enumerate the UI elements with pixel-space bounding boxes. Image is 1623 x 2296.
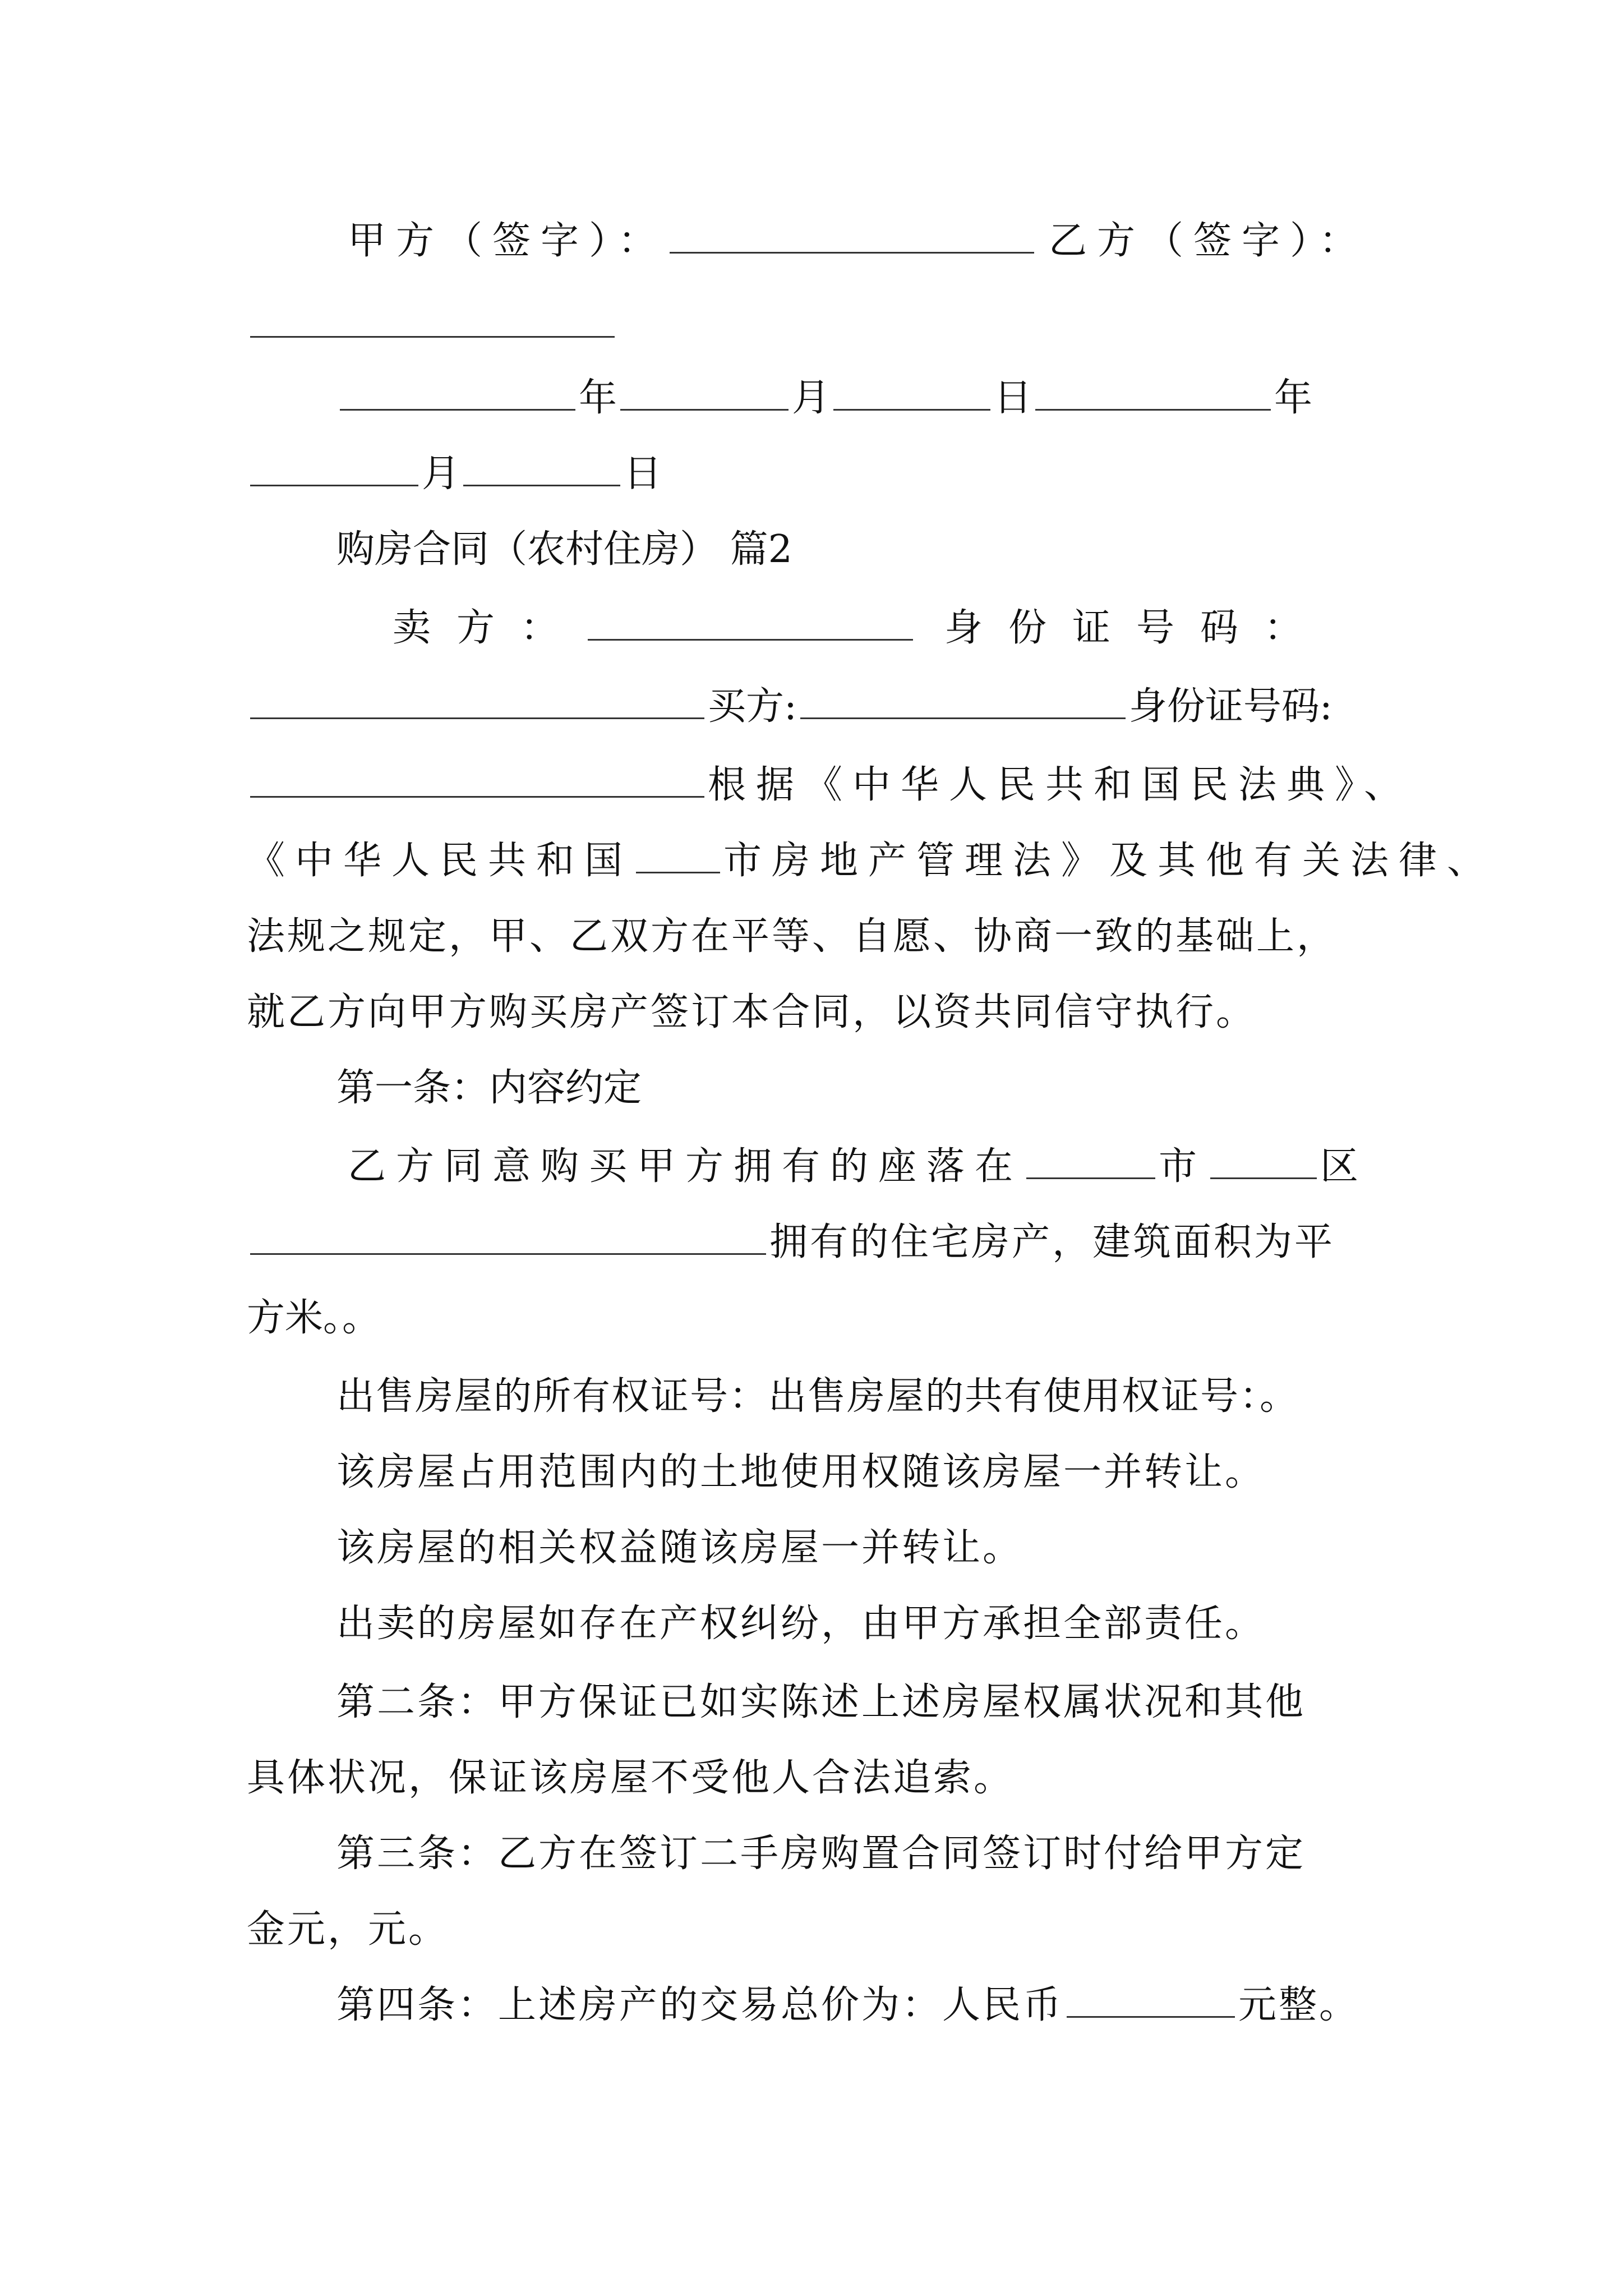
article-1-line-1 — [348, 1133, 1368, 1200]
party-a-sign-label: 甲方（签字）： — [348, 219, 667, 263]
article-1-line-2 — [247, 1209, 1335, 1276]
date-year-blank[interactable] — [340, 376, 575, 411]
signature-line — [348, 208, 1367, 275]
location-city-blank[interactable] — [1026, 1145, 1155, 1179]
date-month-label: 月 — [792, 376, 831, 420]
date2-month-blank[interactable] — [250, 452, 418, 486]
date-year-label: 年 — [579, 376, 617, 420]
article-1-text-1a: 乙方同意购买甲方拥有的座落在 — [348, 1144, 1023, 1189]
land-use-line: 该房屋占用范围内的土地使用权随该房屋一并转让。 — [336, 1450, 1266, 1494]
buyer-name-blank[interactable] — [800, 685, 1126, 719]
party-b-sign-blank[interactable] — [250, 303, 615, 338]
article-2-line-2: 具体状况，保证该房屋不受他人合法追索。 — [247, 1756, 1015, 1800]
basis-line-2 — [247, 827, 1495, 895]
date-month-blank[interactable] — [620, 376, 789, 411]
date2-day-blank[interactable] — [463, 452, 620, 486]
location-address-blank[interactable] — [250, 1221, 766, 1255]
seller-line — [393, 595, 1328, 662]
date2-month-label: 月 — [422, 452, 460, 496]
basis-line-4: 就乙方向甲方购买房产签订本合同，以资共同信守执行。 — [247, 990, 1257, 1034]
city-blank[interactable] — [636, 839, 720, 873]
total-price-blank[interactable] — [1067, 1984, 1235, 2018]
article-3-line-1: 第三条：乙方在签订二手房购置合同签订时付给甲方定 — [336, 1832, 1306, 1876]
article-2-line-1: 第二条：甲方保证已如实陈述上述房屋权属状况和其他 — [336, 1680, 1306, 1724]
article-4-text-b: 元整。 — [1238, 1983, 1360, 2027]
buyer-id-blank[interactable] — [250, 763, 704, 798]
article-1-title: 第一条：内容约定 — [336, 1066, 642, 1110]
date2-day-label: 日 — [624, 452, 662, 496]
article-3-line-2: 金元，元。 — [247, 1907, 449, 1952]
article-1-text-1c: 区 — [1320, 1144, 1369, 1189]
basis-text-1: 根据《中华人民共和国民法典》、 — [708, 763, 1413, 807]
seller-label: 卖方： — [393, 606, 585, 650]
basis-line-3: 法规之规定，甲、乙双方在平等、自愿、协商一致的基础上， — [247, 914, 1338, 959]
date-day-label: 日 — [994, 376, 1032, 420]
article-1-line-3: 方米。。 — [247, 1296, 381, 1340]
date-line — [336, 365, 1312, 432]
seller-name-blank[interactable] — [588, 606, 913, 641]
seller-id-blank[interactable] — [250, 685, 704, 719]
buyer-line — [247, 673, 1332, 740]
certificate-line: 出售房屋的所有权证号：出售房屋的共有使用权证号：。 — [336, 1374, 1299, 1419]
party-b-sign-label: 乙方（签字）： — [1049, 219, 1368, 263]
basis-text-2b: 市房地产管理法》及其他有关法律、 — [723, 839, 1496, 883]
buyer-id-label: 身份证号码: — [1128, 684, 1332, 729]
seller-id-label: 身份证号码： — [944, 606, 1329, 650]
article-4-line — [336, 1972, 1359, 2039]
basis-line-1 — [247, 752, 1412, 819]
party-a-sign-blank[interactable] — [670, 219, 1034, 254]
date2-year-blank[interactable] — [1035, 376, 1271, 411]
basis-text-2a: 《中华人民共和国 — [247, 839, 633, 883]
buyer-label: 买方: — [708, 684, 797, 729]
article-4-text-a: 第四条：上述房产的交易总价为：人民币 — [336, 1983, 1064, 2027]
date-day-blank[interactable] — [833, 376, 990, 411]
article-1-text-1b: 市 — [1159, 1144, 1207, 1189]
date-line-2 — [247, 440, 662, 508]
location-district-blank[interactable] — [1210, 1145, 1317, 1179]
dispute-line: 出卖的房屋如存在产权纠纷，由甲方承担全部责任。 — [336, 1602, 1266, 1646]
section-heading: 购房合同（农村住房） 篇2 — [336, 527, 792, 572]
signature-line-2 — [247, 292, 618, 359]
rights-line: 该房屋的相关权益随该房屋一并转让。 — [336, 1526, 1023, 1570]
article-1-text-2: 拥有的住宅房产，建筑面积为平 — [769, 1220, 1335, 1264]
date2-year-label: 年 — [1274, 376, 1313, 420]
